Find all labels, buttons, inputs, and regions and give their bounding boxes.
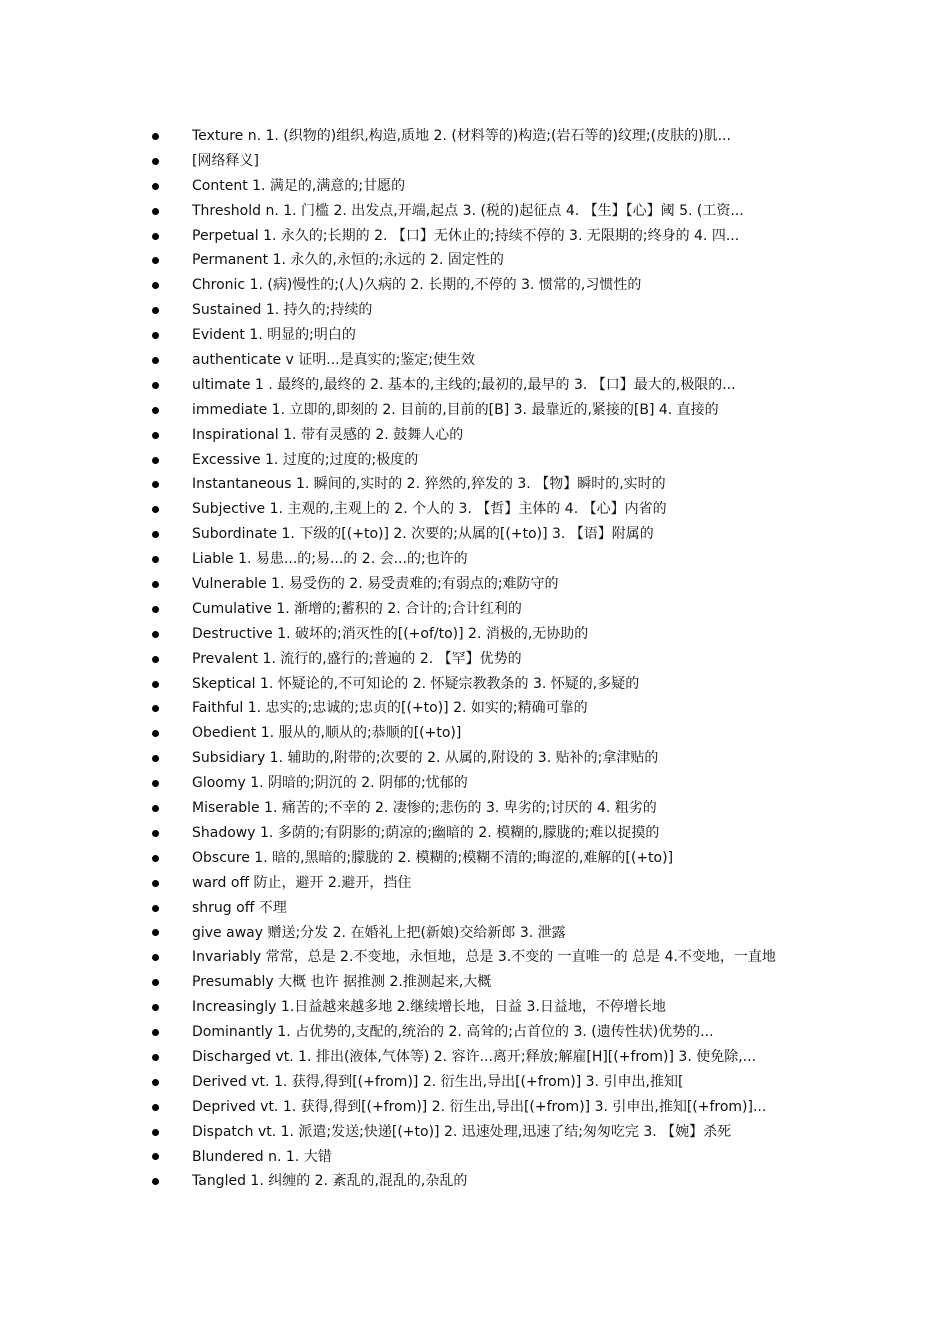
bullet-icon: [152, 457, 159, 464]
entry-text: Obscure 1. 暗的,黑暗的;朦胧的 2. 模糊的;模糊不清的;晦涩的,难解的[(+to)]: [192, 849, 674, 866]
list-item: [152, 771, 912, 796]
list-item: [152, 921, 912, 946]
entry-text: [网络释义]: [192, 152, 259, 169]
entry-text: Content 1. 满足的,满意的;甘愿的: [192, 177, 406, 194]
list-item: [152, 871, 912, 896]
bullet-icon: [152, 382, 159, 389]
list-item: [152, 672, 912, 697]
list-item: [152, 1070, 912, 1095]
bullet-icon: [152, 357, 159, 364]
bullet-icon: [152, 855, 159, 862]
list-item: [152, 248, 912, 273]
list-item: [152, 846, 912, 871]
list-item: [152, 547, 912, 572]
bullet-icon: [152, 780, 159, 787]
bullet-icon: [152, 581, 159, 588]
list-item: [152, 597, 912, 622]
bullet-icon: [152, 880, 159, 887]
bullet-icon: [152, 606, 159, 613]
entry-text: Invariably 常常，总是 2.不变地，永恒地，总是 3.不变的 一直唯一的 总是 4.不变地，一直地: [192, 949, 776, 966]
bullet-icon: [152, 929, 159, 936]
entry-text: Permanent 1. 永久的,永恒的;永远的 2. 固定性的: [192, 252, 504, 269]
list-item: [152, 398, 912, 423]
bullet-icon: [152, 183, 159, 190]
entry-text: Increasingly 1.日益越来越多地 2.继续增长地，日益 3.日益地，不停增长地: [192, 999, 666, 1016]
list-item: [152, 174, 912, 199]
entry-text: Deprived vt. 1. 获得,得到[(+from)] 2. 衍生出,导出[(+from)] 3. 引申出,推知[(+from)]...: [192, 1098, 767, 1115]
entry-text: Instantaneous 1. 瞬间的,实时的 2. 猝然的,猝发的 3. 【物】瞬时的,实时的: [192, 476, 666, 493]
list-item: [152, 647, 912, 672]
bullet-icon: [152, 656, 159, 663]
list-item: [152, 149, 912, 174]
list-item: [152, 622, 912, 647]
list-item: [152, 497, 912, 522]
bullet-icon: [152, 730, 159, 737]
bullet-icon: [152, 1104, 159, 1111]
entry-text: Excessive 1. 过度的;过度的;极度的: [192, 451, 419, 468]
list-item: [152, 821, 912, 846]
entry-text: Liable 1. 易患...的;易...的 2. 会...的;也许的: [192, 551, 468, 568]
list-item: [152, 1169, 912, 1194]
entry-text: Cumulative 1. 渐增的;蓄积的 2. 合计的;合计红利的: [192, 600, 522, 617]
list-item: [152, 224, 912, 249]
list-item: [152, 448, 912, 473]
entry-text: Shadowy 1. 多荫的;有阴影的;荫凉的;幽暗的 2. 模糊的,朦胧的;难以捉摸的: [192, 824, 660, 841]
list-item: [152, 1145, 912, 1170]
list-item: [152, 199, 912, 224]
list-item: [152, 472, 912, 497]
entry-text: Presumably 大概 也许 据推测 2.推测起来,大概: [192, 974, 492, 991]
bullet-icon: [152, 755, 159, 762]
bullet-icon: [152, 830, 159, 837]
bullet-icon: [152, 979, 159, 986]
vocabulary-list: [152, 124, 912, 1194]
entry-text: Skeptical 1. 怀疑论的,不可知论的 2. 怀疑宗教教条的 3. 怀疑的,多疑的: [192, 675, 640, 692]
entry-text: authenticate v 证明...是真实的;鉴定;使生效: [192, 352, 476, 369]
entry-text: ultimate 1 . 最终的,最终的 2. 基本的,主线的;最初的,最早的 3. 【口】最大的,极限的...: [192, 376, 736, 393]
list-item: [152, 1120, 912, 1145]
bullet-icon: [152, 208, 159, 215]
entry-text: Faithful 1. 忠实的;忠诚的;忠贞的[(+to)] 2. 如实的;精确可靠的: [192, 700, 588, 717]
entry-text: Tangled 1. 纠缠的 2. 紊乱的,混乱的,杂乱的: [192, 1173, 468, 1190]
bullet-icon: [152, 1029, 159, 1036]
list-item: [152, 696, 912, 721]
list-item: [152, 995, 912, 1020]
entry-text: shrug off 不理: [192, 899, 287, 916]
entry-text: Blundered n. 1. 大错: [192, 1148, 332, 1165]
entry-text: Perpetual 1. 永久的;长期的 2. 【口】无休止的;持续不停的 3. 无限期的;终身的 4. 四...: [192, 227, 740, 244]
entry-text: Dominantly 1. 占优势的,支配的,统治的 2. 高耸的;占首位的 3. (遗传性状)优势的...: [192, 1024, 714, 1041]
bullet-icon: [152, 705, 159, 712]
list-item: [152, 721, 912, 746]
entry-text: immediate 1. 立即的,即刻的 2. 目前的,目前的[B] 3. 最靠近的,紧接的[B] 4. 直接的: [192, 401, 719, 418]
bullet-icon: [152, 158, 159, 165]
bullet-icon: [152, 1004, 159, 1011]
entry-text: Subjective 1. 主观的,主观上的 2. 个人的 3. 【哲】主体的 4. 【心】内省的: [192, 501, 667, 518]
list-item: [152, 796, 912, 821]
list-item: [152, 1020, 912, 1045]
bullet-icon: [152, 307, 159, 314]
entry-text: Sustained 1. 持久的;持续的: [192, 302, 373, 319]
bullet-icon: [152, 1178, 159, 1185]
bullet-icon: [152, 407, 159, 414]
entry-text: Prevalent 1. 流行的,盛行的;普遍的 2. 【罕】优势的: [192, 650, 522, 667]
list-item: [152, 124, 912, 149]
bullet-icon: [152, 631, 159, 638]
entry-text: Derived vt. 1. 获得,得到[(+from)] 2. 衍生出,导出[(+from)] 3. 引申出,推知[: [192, 1073, 684, 1090]
list-item: [152, 522, 912, 547]
entry-text: Evident 1. 明显的;明白的: [192, 327, 356, 344]
list-item: [152, 970, 912, 995]
entry-text: Inspirational 1. 带有灵感的 2. 鼓舞人心的: [192, 426, 464, 443]
bullet-icon: [152, 805, 159, 812]
entry-text: Discharged vt. 1. 排出(液体,气体等) 2. 容许...离开;释放;解雇[H][(+from)] 3. 使免除,...: [192, 1048, 757, 1065]
entry-text: Obedient 1. 服从的,顺从的;恭顺的[(+to)]: [192, 725, 462, 742]
bullet-icon: [152, 257, 159, 264]
bullet-icon: [152, 1054, 159, 1061]
bullet-icon: [152, 506, 159, 513]
list-item: [152, 373, 912, 398]
entry-text: Threshold n. 1. 门槛 2. 出发点,开端,起点 3. (税的)起征点 4. 【生】【心】阈 5. (工资...: [192, 202, 744, 219]
list-item: [152, 273, 912, 298]
list-item: [152, 298, 912, 323]
entry-text: Miserable 1. 痛苦的;不幸的 2. 凄惨的;悲伤的 3. 卑劣的;讨厌的 4. 粗劣的: [192, 800, 657, 817]
bullet-icon: [152, 1079, 159, 1086]
bullet-icon: [152, 1129, 159, 1136]
bullet-icon: [152, 233, 159, 240]
entry-text: Vulnerable 1. 易受伤的 2. 易受责难的;有弱点的;难防守的: [192, 576, 559, 593]
bullet-icon: [152, 681, 159, 688]
bullet-icon: [152, 133, 159, 140]
bullet-icon: [152, 332, 159, 339]
list-item: [152, 572, 912, 597]
bullet-icon: [152, 954, 159, 961]
bullet-icon: [152, 432, 159, 439]
entry-text: give away 赠送;分发 2. 在婚礼上把(新娘)交给新郎 3. 泄露: [192, 924, 566, 941]
entry-text: Gloomy 1. 阴暗的;阴沉的 2. 阴郁的;忧郁的: [192, 775, 468, 792]
list-item: [152, 746, 912, 771]
entry-text: Destructive 1. 破坏的;消灭性的[(+of/to)] 2. 消极的,无协助的: [192, 625, 589, 642]
entry-text: Dispatch vt. 1. 派遣;发送;快递[(+to)] 2. 迅速处理,迅速了结;匆匆吃完 3. 【婉】杀死: [192, 1123, 732, 1140]
bullet-icon: [152, 282, 159, 289]
entry-text: Subordinate 1. 下级的[(+to)] 2. 次要的;从属的[(+to)] 3. 【语】附属的: [192, 526, 654, 543]
bullet-icon: [152, 556, 159, 563]
list-item: [152, 896, 912, 921]
list-item: [152, 1095, 912, 1120]
entry-text: Subsidiary 1. 辅助的,附带的;次要的 2. 从属的,附设的 3. 贴补的;拿津贴的: [192, 750, 659, 767]
list-item: [152, 323, 912, 348]
bullet-icon: [152, 481, 159, 488]
list-item: [152, 423, 912, 448]
bullet-icon: [152, 531, 159, 538]
entry-text: ward off 防止，避开 2.避开，挡住: [192, 874, 412, 891]
list-item: [152, 348, 912, 373]
list-item: [152, 945, 912, 970]
entry-text: Texture n. 1. (织物的)组织,构造,质地 2. (材料等的)构造;(岩石等的)纹理;(皮肤的)肌...: [192, 128, 731, 144]
bullet-icon: [152, 1153, 159, 1160]
bullet-icon: [152, 905, 159, 912]
entry-text: Chronic 1. (病)慢性的;(人)久病的 2. 长期的,不停的 3. 惯常的,习惯性的: [192, 277, 642, 294]
list-item: [152, 1045, 912, 1070]
